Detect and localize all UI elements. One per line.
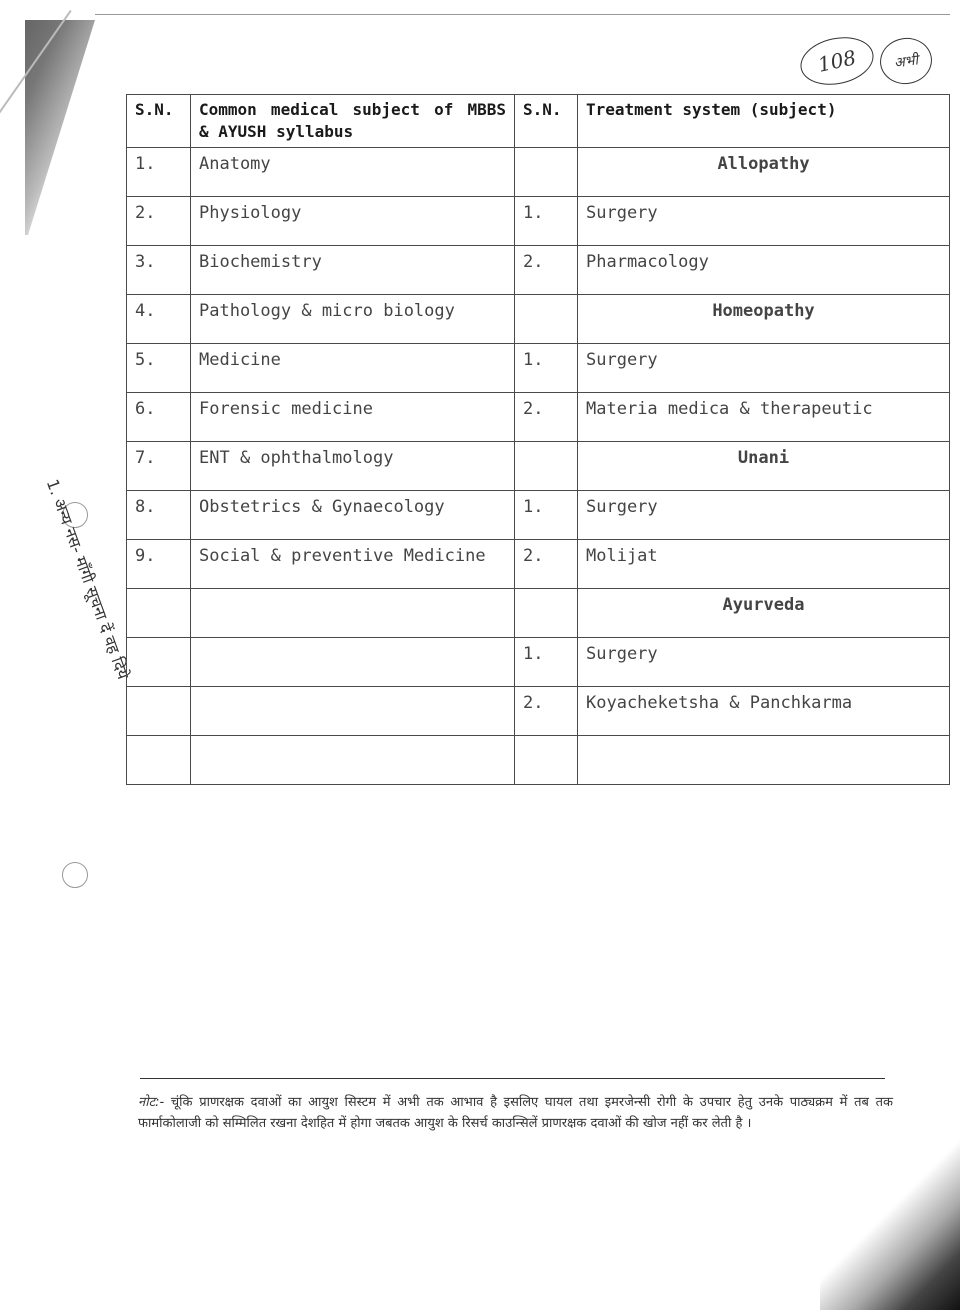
row-sn: 3. — [127, 246, 191, 295]
row-sn — [127, 736, 191, 785]
scan-edge-shadow — [0, 0, 95, 240]
table-row — [127, 295, 950, 344]
treatment-subject-cell: Surgery — [578, 491, 950, 540]
row-sn: 8. — [127, 491, 191, 540]
row-sn: 4. — [127, 295, 191, 344]
treatment-subject-cell: Surgery — [578, 197, 950, 246]
common-subject-cell: Obstetrics & Gynaecology — [191, 491, 515, 540]
common-subject-cell: Forensic medicine — [191, 393, 515, 442]
handwritten-margin-note: 1. अन्य नस- माँगी सूचना दें वह दिये — [42, 476, 133, 682]
table-row — [127, 197, 950, 246]
treatment-sn: 2. — [515, 393, 578, 442]
table-header-row — [127, 95, 950, 148]
common-subject-cell — [191, 687, 515, 736]
treatment-sn: 1. — [515, 491, 578, 540]
table-row — [127, 148, 950, 197]
footnote — [138, 1092, 893, 1134]
treatment-sn: 1. — [515, 638, 578, 687]
treatment-sn — [515, 736, 578, 785]
treatment-sn — [515, 442, 578, 491]
treatment-sn — [515, 295, 578, 344]
treatment-subject-cell: Molijat — [578, 540, 950, 589]
header-treatment-system: Treatment system (subject) — [578, 95, 950, 148]
treatment-sn — [515, 148, 578, 197]
page-number-stamp: 108 — [796, 31, 878, 91]
treatment-subject-cell: Materia medica & therapeutic — [578, 393, 950, 442]
table-row — [127, 393, 950, 442]
treatment-subject-cell: Pharmacology — [578, 246, 950, 295]
footnote-text: चूंकि प्राणरक्षक दवाओं का आयुश सिस्टम में अभी तक आभाव है इसलिए घायल तथा इमरजेन्सी रोगी के उपचार हेतु उनके पाठ्यक्रम में तब तक फार्माकोलाजी को सम्मिलित रखना देशहित में होगा जबतक आयुश के रिसर्च काउन्सिलें प्राणरक्षक दवाओं की खोज नहीं कर लेती है । — [138, 1095, 893, 1131]
treatment-sn: 2. — [515, 540, 578, 589]
table-row — [127, 638, 950, 687]
treatment-system-heading: Ayurveda — [578, 589, 950, 638]
treatment-sn: 2. — [515, 246, 578, 295]
syllabus-table — [126, 94, 950, 785]
treatment-subject-cell: Surgery — [578, 344, 950, 393]
row-sn: 7. — [127, 442, 191, 491]
row-sn: 1. — [127, 148, 191, 197]
common-subject-cell: Social & preventive Medicine — [191, 540, 515, 589]
table-row — [127, 589, 950, 638]
table-row — [127, 540, 950, 589]
treatment-sn — [515, 589, 578, 638]
treatment-sn: 1. — [515, 344, 578, 393]
common-subject-cell: Anatomy — [191, 148, 515, 197]
treatment-system-heading: Unani — [578, 442, 950, 491]
row-sn: 2. — [127, 197, 191, 246]
handwritten-mark: अभी — [877, 35, 935, 88]
treatment-subject-cell: Surgery — [578, 638, 950, 687]
treatment-subject-cell: Koyacheketsha & Panchkarma — [578, 687, 950, 736]
common-subject-cell — [191, 589, 515, 638]
table-row — [127, 442, 950, 491]
table-row — [127, 736, 950, 785]
treatment-subject-cell — [578, 736, 950, 785]
row-sn: 6. — [127, 393, 191, 442]
common-subject-cell: Biochemistry — [191, 246, 515, 295]
footnote-lead: नोट:- — [138, 1095, 165, 1110]
treatment-system-heading: Allopathy — [578, 148, 950, 197]
common-subject-cell — [191, 736, 515, 785]
header-sn-2: S.N. — [515, 95, 578, 148]
row-sn — [127, 687, 191, 736]
common-subject-cell: Medicine — [191, 344, 515, 393]
common-subject-cell: Physiology — [191, 197, 515, 246]
row-sn — [127, 638, 191, 687]
row-sn — [127, 589, 191, 638]
header-common-subject: Common medical subject of MBBS & AYUSH syllabus — [191, 95, 515, 148]
treatment-sn: 1. — [515, 197, 578, 246]
table-row — [127, 687, 950, 736]
punch-hole — [62, 862, 88, 888]
common-subject-cell — [191, 638, 515, 687]
table-row — [127, 246, 950, 295]
common-subject-cell: ENT & ophthalmology — [191, 442, 515, 491]
treatment-sn: 2. — [515, 687, 578, 736]
header-sn: S.N. — [127, 95, 191, 148]
footnote-divider — [140, 1078, 885, 1079]
table-row — [127, 491, 950, 540]
page-top-edge — [95, 14, 950, 15]
treatment-system-heading: Homeopathy — [578, 295, 950, 344]
scan-corner-shadow — [820, 1140, 960, 1310]
row-sn: 5. — [127, 344, 191, 393]
row-sn: 9. — [127, 540, 191, 589]
table-row — [127, 344, 950, 393]
common-subject-cell: Pathology & micro biology — [191, 295, 515, 344]
